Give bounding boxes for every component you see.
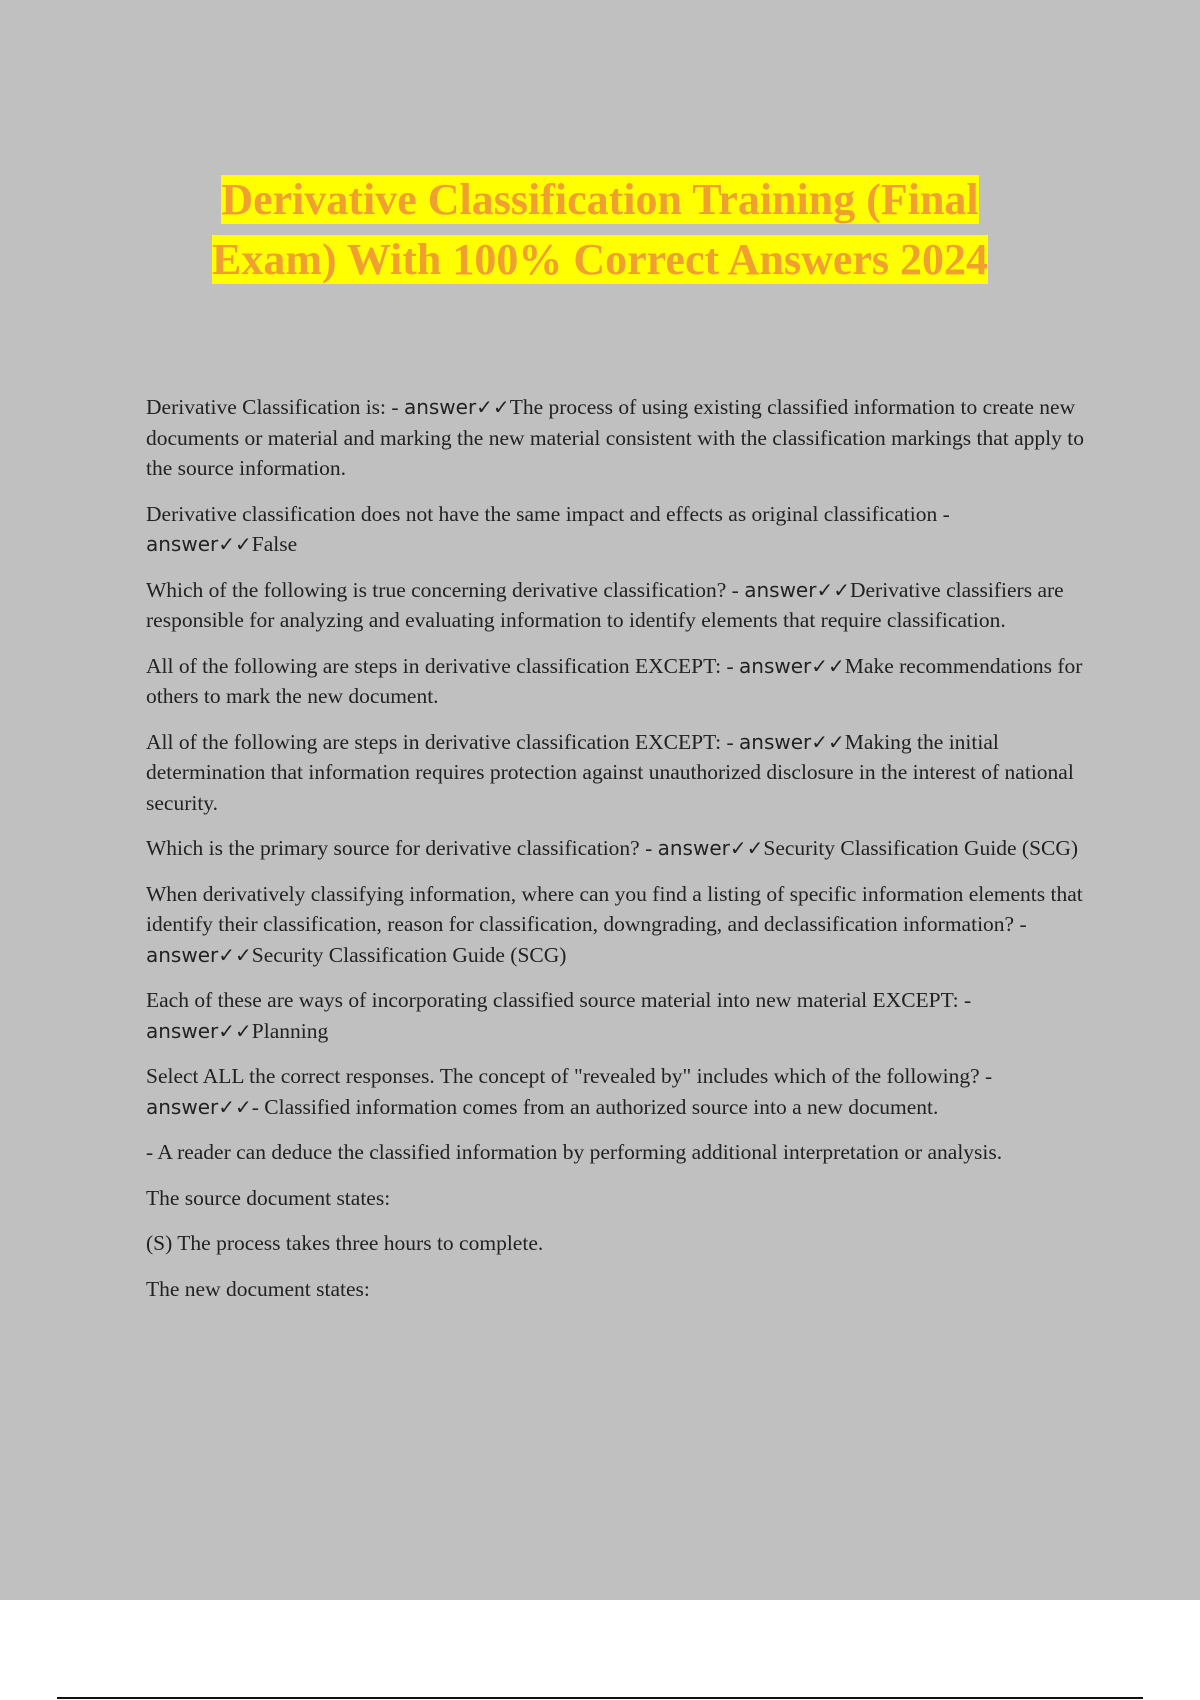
document-title bbox=[212, 175, 988, 284]
question-text: Which of the following is true concerning derivative classification? - bbox=[146, 577, 745, 602]
question-text: All of the following are steps in derivative classification EXCEPT: - bbox=[146, 729, 740, 754]
qa-entry bbox=[146, 879, 1092, 971]
qa-entry bbox=[146, 833, 1092, 864]
text-paragraph: - A reader can deduce the classified information by performing additional interpretation or analysis. bbox=[146, 1140, 1003, 1164]
question-text: Derivative Classification is: - bbox=[146, 395, 404, 419]
answer-text: Derivative classifiers are responsible for analyzing and evaluating information to identify elements that require classification. bbox=[146, 577, 1064, 632]
title-block bbox=[0, 170, 1200, 290]
title-line-1: Derivative Classification Training (Final bbox=[221, 175, 979, 224]
qa-entry bbox=[146, 499, 1092, 560]
answer-marker: answer✓✓ bbox=[739, 729, 845, 754]
question-text: Derivative classification does not have the same impact and effects as original classification - bbox=[146, 501, 950, 526]
answer-text: Make recommendations for others to mark the new document. bbox=[146, 653, 1083, 708]
qa-entry bbox=[146, 1061, 1092, 1122]
answer-marker: answer✓✓ bbox=[657, 836, 764, 860]
qa-entry bbox=[146, 575, 1092, 636]
answer-text: False bbox=[251, 532, 298, 556]
question-text: All of the following are steps in derivative classification EXCEPT: - bbox=[146, 653, 740, 678]
question-text: Which is the primary source for derivative classification? - bbox=[146, 836, 658, 860]
qa-entry bbox=[146, 727, 1092, 819]
qa-content bbox=[146, 392, 1092, 1319]
answer-text: - Classified information comes from an authorized source into a new document. bbox=[251, 1094, 939, 1119]
qa-entry bbox=[146, 392, 1092, 484]
qa-entry bbox=[146, 651, 1092, 712]
answer-text: The process of using existing classified information to create new documents or material and marking the new material consistent with the classification markings that apply to the source information. bbox=[146, 395, 1084, 480]
answer-marker: answer✓✓ bbox=[744, 577, 850, 602]
answer-text: Security Classification Guide (SCG) bbox=[763, 836, 1079, 860]
question-text: Each of these are ways of incorporating classified source material into new material EXCEPT: - bbox=[146, 988, 972, 1012]
text-paragraph: The source document states: bbox=[146, 1185, 391, 1210]
answer-text: Making the initial determination that information requires protection against unauthorized disclosure in the interest of national security. bbox=[146, 729, 1074, 815]
text-paragraph: (S) The process takes three hours to complete. bbox=[146, 1231, 544, 1255]
question-text: Select ALL the correct responses. The concept of "revealed by" includes which of the following? - bbox=[146, 1064, 993, 1088]
footer-divider bbox=[57, 1697, 1143, 1699]
answer-marker: answer✓✓ bbox=[146, 942, 252, 967]
text-paragraph: The new document states: bbox=[146, 1276, 370, 1301]
qa-entry bbox=[146, 985, 1092, 1046]
answer-marker: answer✓✓ bbox=[146, 532, 252, 556]
answer-marker: answer✓✓ bbox=[739, 653, 845, 678]
title-line-2: Exam) With 100% Correct Answers 2024 bbox=[211, 235, 989, 284]
answer-text: Security Classification Guide (SCG) bbox=[251, 942, 567, 967]
answer-marker: answer✓✓ bbox=[146, 1018, 252, 1043]
answer-text: Planning bbox=[251, 1018, 329, 1043]
question-text: When derivatively classifying information, where can you find a listing of specific information elements that identify their classification, reason for classification, downgrading, and declassification information? - bbox=[146, 881, 1083, 936]
answer-marker: answer✓✓ bbox=[403, 395, 510, 419]
answer-marker: answer✓✓ bbox=[146, 1094, 252, 1119]
